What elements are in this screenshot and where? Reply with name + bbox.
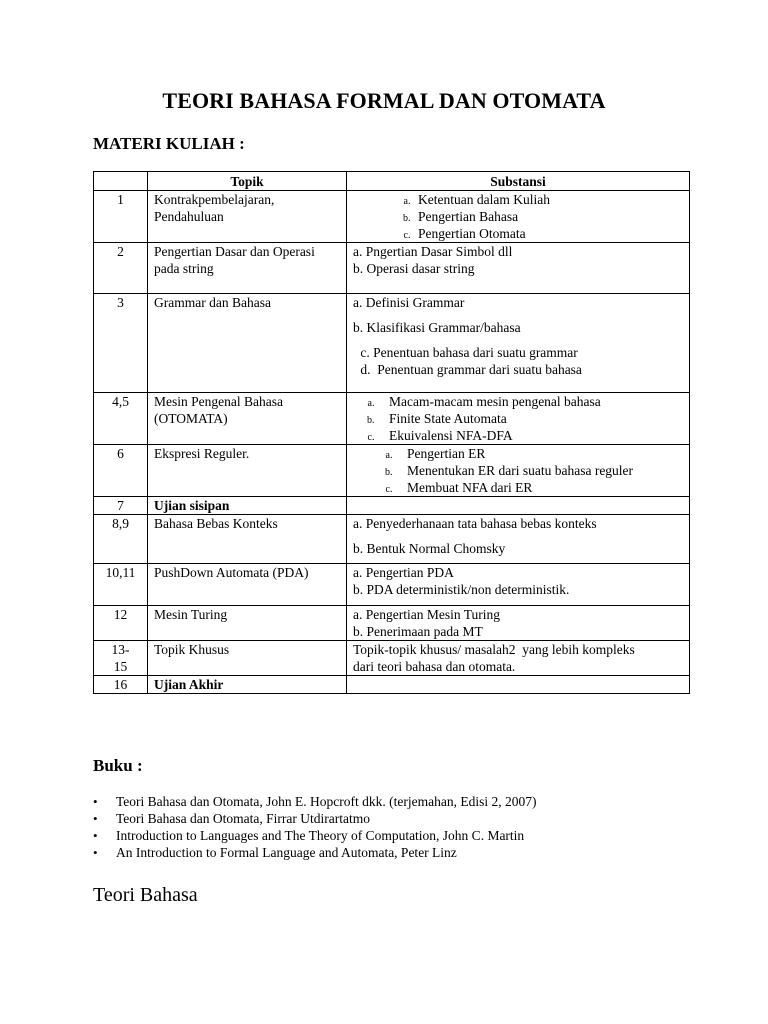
substansi-line: b. Bentuk Normal Chomsky: [353, 541, 506, 556]
topik-line: Ekspresi Reguler.: [154, 446, 250, 461]
substansi-item: c. Membuat NFA dari ER: [395, 479, 683, 496]
substansi-line: b. Operasi dasar string: [353, 261, 475, 276]
row-substansi: [347, 641, 690, 676]
substansi-item: a. Pengertian ER: [395, 445, 683, 462]
header-topik: Topik: [148, 172, 347, 191]
substansi-item: b. Menentukan ER dari suatu bahasa reguler: [395, 462, 683, 479]
row-topik: [148, 564, 347, 606]
table-row: [94, 191, 690, 243]
substansi-list: [353, 191, 683, 242]
topik-line: (OTOMATA): [154, 411, 228, 426]
topik-line: Pengertian Dasar dan Operasi: [154, 244, 315, 259]
substansi-line: a. Pngertian Dasar Simbol dll: [353, 244, 513, 259]
row-topik: [148, 515, 347, 564]
topik-line: Mesin Pengenal Bahasa: [154, 394, 283, 409]
substansi-line: dari teori bahasa dan otomata.: [353, 659, 516, 674]
row-topik: [148, 294, 347, 393]
row-substansi: [347, 497, 690, 515]
topik-line: pada string: [154, 261, 214, 276]
substansi-line: a. Penyederhanaan tata bahasa bebas konteks: [353, 516, 597, 531]
table-row: [94, 445, 690, 497]
row-topik: [148, 191, 347, 243]
substansi-item: a. Ketentuan dalam Kuliah: [413, 191, 683, 208]
topik-line: Mesin Turing: [154, 607, 228, 622]
document-title: TEORI BAHASA FORMAL DAN OTOMATA: [162, 88, 606, 113]
substansi-line: Topik-topik khusus/ masalah2 yang lebih kompleks: [353, 642, 635, 657]
row-number: 3: [94, 294, 148, 393]
row-topik: [148, 641, 347, 676]
row-number: 6: [94, 445, 148, 497]
row-topik: [148, 243, 347, 294]
table-row: [94, 393, 690, 445]
substansi-list: [353, 445, 683, 496]
substansi-item: b. Finite State Automata: [377, 410, 683, 427]
list-item: • Teori Bahasa dan Otomata, John E. Hopcroft dkk. (terjemahan, Edisi 2, 2007): [116, 793, 716, 810]
row-number: 8,9: [94, 515, 148, 564]
substansi-item: c. Ekuivalensi NFA-DFA: [377, 427, 683, 444]
section-heading-materi: MATERI KULIAH :: [93, 134, 245, 153]
table-row: [94, 606, 690, 641]
topik-line: Grammar dan Bahasa: [154, 295, 271, 310]
topik-line: Ujian sisipan: [154, 498, 230, 513]
row-number: 2: [94, 243, 148, 294]
row-topik: [148, 497, 347, 515]
materi-table: [93, 171, 690, 694]
substansi-line: c. Penentuan bahasa dari suatu grammar: [357, 345, 578, 360]
substansi-item: b. Pengertian Bahasa: [413, 208, 683, 225]
row-substansi: [347, 243, 690, 294]
substansi-line: b. Penerimaan pada MT: [353, 624, 483, 639]
row-number: 4,5: [94, 393, 148, 445]
row-substansi: [347, 294, 690, 393]
table-row: [94, 294, 690, 393]
header-substansi: Substansi: [347, 172, 690, 191]
row-substansi: [347, 515, 690, 564]
list-item: • Teori Bahasa dan Otomata, Firrar Utdirartatmo: [116, 810, 716, 827]
substansi-item: c. Pengertian Otomata: [413, 225, 683, 242]
row-number: 10,11: [94, 564, 148, 606]
row-substansi: [347, 676, 690, 694]
substansi-line: a. Definisi Grammar: [353, 295, 465, 310]
row-topik: [148, 606, 347, 641]
table-row: [94, 497, 690, 515]
table-row: [94, 641, 690, 676]
row-number-line: 13-: [111, 642, 130, 657]
row-number: 16: [94, 676, 148, 694]
row-topik: [148, 445, 347, 497]
row-number: [94, 641, 148, 676]
table-row: [94, 515, 690, 564]
row-number: 7: [94, 497, 148, 515]
table-header-row: [94, 172, 690, 191]
buku-heading: Buku :: [93, 756, 143, 775]
row-substansi: [347, 191, 690, 243]
teori-bahasa-heading: Teori Bahasa: [93, 884, 198, 906]
substansi-list: [353, 393, 683, 444]
row-substansi: [347, 393, 690, 445]
row-topik: [148, 676, 347, 694]
substansi-line: b. Klasifikasi Grammar/bahasa: [353, 320, 521, 335]
row-topik: [148, 393, 347, 445]
topik-line: Ujian Akhir: [154, 677, 224, 692]
row-substansi: [347, 445, 690, 497]
table-row: [94, 243, 690, 294]
row-number: 1: [94, 191, 148, 243]
row-number-line: 15: [113, 659, 128, 674]
table-row: [94, 564, 690, 606]
substansi-item: a. Macam-macam mesin pengenal bahasa: [377, 393, 683, 410]
row-substansi: [347, 564, 690, 606]
topik-line: Kontrakpembelajaran,: [154, 192, 275, 207]
substansi-line: a. Pengertian Mesin Turing: [353, 607, 500, 622]
topik-line: PushDown Automata (PDA): [154, 565, 309, 580]
book-list: [93, 793, 716, 861]
list-item: • An Introduction to Formal Language and Automata, Peter Linz: [116, 844, 716, 861]
substansi-line: b. PDA deterministik/non deterministik.: [353, 582, 570, 597]
table-row: [94, 676, 690, 694]
header-no: [94, 172, 148, 191]
topik-line: Topik Khusus: [154, 642, 230, 657]
substansi-line: a. Pengertian PDA: [353, 565, 454, 580]
row-number: 12: [94, 606, 148, 641]
list-item: • Introduction to Languages and The Theory of Computation, John C. Martin: [116, 827, 716, 844]
topik-line: Bahasa Bebas Konteks: [154, 516, 278, 531]
topik-line: Pendahuluan: [154, 209, 224, 224]
substansi-line: d. Penentuan grammar dari suatu bahasa: [357, 362, 582, 377]
row-substansi: [347, 606, 690, 641]
